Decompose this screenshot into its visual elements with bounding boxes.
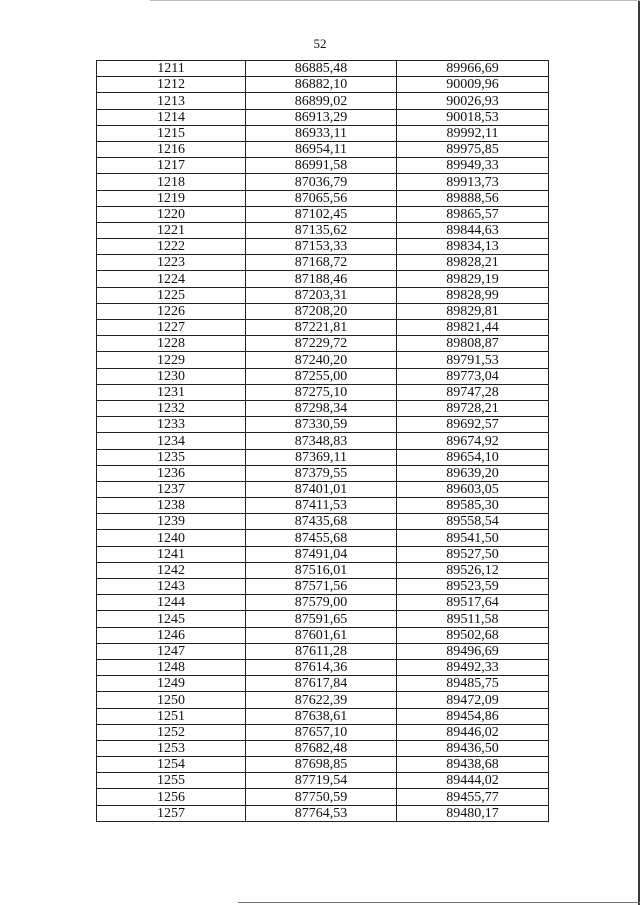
x-coordinate-cell: 87330,59 [246,417,397,433]
table-row [97,465,549,481]
table-row [97,125,549,141]
table-row [97,659,549,675]
y-coordinate-cell: 89966,69 [397,61,549,77]
table-row [97,433,549,449]
point-number-cell: 1246 [97,627,246,643]
table-row [97,789,549,805]
x-coordinate-cell: 87036,79 [246,174,397,190]
table-row [97,352,549,368]
table-row [97,643,549,659]
point-number-cell: 1212 [97,77,246,93]
coordinates-table [96,60,549,822]
point-number-cell: 1242 [97,562,246,578]
x-coordinate-cell: 87516,01 [246,562,397,578]
y-coordinate-cell: 89829,19 [397,271,549,287]
table-row [97,514,549,530]
table-row [97,481,549,497]
x-coordinate-cell: 87348,83 [246,433,397,449]
y-coordinate-cell: 89791,53 [397,352,549,368]
y-coordinate-cell: 89480,17 [397,805,549,821]
table-row [97,384,549,400]
y-coordinate-cell: 89674,92 [397,433,549,449]
x-coordinate-cell: 87638,61 [246,708,397,724]
point-number-cell: 1226 [97,303,246,319]
x-coordinate-cell: 87698,85 [246,757,397,773]
point-number-cell: 1235 [97,449,246,465]
table-row [97,222,549,238]
x-coordinate-cell: 87719,54 [246,773,397,789]
point-number-cell: 1220 [97,206,246,222]
point-number-cell: 1244 [97,595,246,611]
point-number-cell: 1241 [97,546,246,562]
table-row [97,805,549,821]
x-coordinate-cell: 86882,10 [246,77,397,93]
x-coordinate-cell: 87682,48 [246,740,397,756]
y-coordinate-cell: 89585,30 [397,498,549,514]
y-coordinate-cell: 89526,12 [397,562,549,578]
x-coordinate-cell: 87255,00 [246,368,397,384]
y-coordinate-cell: 89558,54 [397,514,549,530]
y-coordinate-cell: 89527,50 [397,546,549,562]
y-coordinate-cell: 89828,99 [397,287,549,303]
point-number-cell: 1231 [97,384,246,400]
point-number-cell: 1218 [97,174,246,190]
y-coordinate-cell: 89603,05 [397,481,549,497]
table-row [97,109,549,125]
x-coordinate-cell: 87168,72 [246,255,397,271]
point-number-cell: 1254 [97,757,246,773]
x-coordinate-cell: 86899,02 [246,93,397,109]
y-coordinate-cell: 89454,86 [397,708,549,724]
x-coordinate-cell: 87455,68 [246,530,397,546]
y-coordinate-cell: 89455,77 [397,789,549,805]
table-row [97,190,549,206]
y-coordinate-cell: 89692,57 [397,417,549,433]
y-coordinate-cell: 89523,59 [397,579,549,595]
point-number-cell: 1239 [97,514,246,530]
coordinates-table-body [97,61,549,822]
table-row [97,708,549,724]
table-row [97,320,549,336]
point-number-cell: 1249 [97,676,246,692]
x-coordinate-cell: 87208,20 [246,303,397,319]
y-coordinate-cell: 89517,64 [397,595,549,611]
scan-edge-bottom [238,902,640,903]
point-number-cell: 1243 [97,579,246,595]
table-row [97,449,549,465]
point-number-cell: 1256 [97,789,246,805]
page-number: 52 [313,36,327,51]
table-row [97,141,549,157]
table-row [97,206,549,222]
x-coordinate-cell: 87240,20 [246,352,397,368]
y-coordinate-cell: 89865,57 [397,206,549,222]
point-number-cell: 1225 [97,287,246,303]
table-row [97,773,549,789]
y-coordinate-cell: 89992,11 [397,125,549,141]
x-coordinate-cell: 86991,58 [246,158,397,174]
x-coordinate-cell: 87435,68 [246,514,397,530]
x-coordinate-cell: 87369,11 [246,449,397,465]
y-coordinate-cell: 89436,50 [397,740,549,756]
table-row [97,757,549,773]
y-coordinate-cell: 89728,21 [397,400,549,416]
point-number-cell: 1228 [97,336,246,352]
x-coordinate-cell: 86954,11 [246,141,397,157]
x-coordinate-cell: 87298,34 [246,400,397,416]
x-coordinate-cell: 87135,62 [246,222,397,238]
point-number-cell: 1219 [97,190,246,206]
y-coordinate-cell: 89834,13 [397,239,549,255]
point-number-cell: 1232 [97,400,246,416]
point-number-cell: 1252 [97,724,246,740]
x-coordinate-cell: 86885,48 [246,61,397,77]
x-coordinate-cell: 87750,59 [246,789,397,805]
y-coordinate-cell: 89773,04 [397,368,549,384]
x-coordinate-cell: 87591,65 [246,611,397,627]
y-coordinate-cell: 89446,02 [397,724,549,740]
table-row [97,287,549,303]
x-coordinate-cell: 87275,10 [246,384,397,400]
x-coordinate-cell: 87203,31 [246,287,397,303]
point-number-cell: 1237 [97,481,246,497]
point-number-cell: 1253 [97,740,246,756]
point-number-cell: 1214 [97,109,246,125]
table-row [97,400,549,416]
point-number-cell: 1221 [97,222,246,238]
y-coordinate-cell: 89949,33 [397,158,549,174]
x-coordinate-cell: 87102,45 [246,206,397,222]
table-row [97,498,549,514]
x-coordinate-cell: 87491,04 [246,546,397,562]
point-number-cell: 1257 [97,805,246,821]
y-coordinate-cell: 89808,87 [397,336,549,352]
x-coordinate-cell: 87153,33 [246,239,397,255]
y-coordinate-cell: 89747,28 [397,384,549,400]
table-row [97,158,549,174]
table-row [97,174,549,190]
y-coordinate-cell: 89541,50 [397,530,549,546]
point-number-cell: 1216 [97,141,246,157]
point-number-cell: 1217 [97,158,246,174]
y-coordinate-cell: 89829,81 [397,303,549,319]
x-coordinate-cell: 87379,55 [246,465,397,481]
table-row [97,61,549,77]
y-coordinate-cell: 89492,33 [397,659,549,675]
point-number-cell: 1227 [97,320,246,336]
point-number-cell: 1251 [97,708,246,724]
point-number-cell: 1222 [97,239,246,255]
point-number-cell: 1245 [97,611,246,627]
x-coordinate-cell: 87229,72 [246,336,397,352]
table-row [97,692,549,708]
table-row [97,627,549,643]
table-row [97,77,549,93]
point-number-cell: 1233 [97,417,246,433]
y-coordinate-cell: 89828,21 [397,255,549,271]
point-number-cell: 1230 [97,368,246,384]
point-number-cell: 1236 [97,465,246,481]
x-coordinate-cell: 87764,53 [246,805,397,821]
y-coordinate-cell: 89444,02 [397,773,549,789]
point-number-cell: 1234 [97,433,246,449]
table-row [97,530,549,546]
table-row [97,93,549,109]
y-coordinate-cell: 89472,09 [397,692,549,708]
table-row [97,579,549,595]
y-coordinate-cell: 89654,10 [397,449,549,465]
y-coordinate-cell: 89844,63 [397,222,549,238]
y-coordinate-cell: 89485,75 [397,676,549,692]
x-coordinate-cell: 87065,56 [246,190,397,206]
x-coordinate-cell: 87188,46 [246,271,397,287]
x-coordinate-cell: 87411,53 [246,498,397,514]
y-coordinate-cell: 90026,93 [397,93,549,109]
point-number-cell: 1255 [97,773,246,789]
table-row [97,546,549,562]
y-coordinate-cell: 89975,85 [397,141,549,157]
table-row [97,562,549,578]
x-coordinate-cell: 87571,56 [246,579,397,595]
x-coordinate-cell: 87622,39 [246,692,397,708]
table-row [97,724,549,740]
scan-edge-top [150,0,640,1]
table-row [97,239,549,255]
table-row [97,676,549,692]
x-coordinate-cell: 87611,28 [246,643,397,659]
point-number-cell: 1229 [97,352,246,368]
y-coordinate-cell: 90018,53 [397,109,549,125]
x-coordinate-cell: 86913,29 [246,109,397,125]
y-coordinate-cell: 89639,20 [397,465,549,481]
x-coordinate-cell: 87601,61 [246,627,397,643]
y-coordinate-cell: 89496,69 [397,643,549,659]
table-row [97,611,549,627]
table-row [97,255,549,271]
x-coordinate-cell: 87221,81 [246,320,397,336]
y-coordinate-cell: 89511,58 [397,611,549,627]
x-coordinate-cell: 87657,10 [246,724,397,740]
x-coordinate-cell: 87579,00 [246,595,397,611]
point-number-cell: 1240 [97,530,246,546]
point-number-cell: 1248 [97,659,246,675]
point-number-cell: 1223 [97,255,246,271]
table-row [97,740,549,756]
x-coordinate-cell: 87614,36 [246,659,397,675]
y-coordinate-cell: 89888,56 [397,190,549,206]
y-coordinate-cell: 89821,44 [397,320,549,336]
point-number-cell: 1215 [97,125,246,141]
x-coordinate-cell: 87401,01 [246,481,397,497]
table-row [97,336,549,352]
table-row [97,271,549,287]
table-row [97,368,549,384]
point-number-cell: 1247 [97,643,246,659]
point-number-cell: 1213 [97,93,246,109]
point-number-cell: 1224 [97,271,246,287]
point-number-cell: 1250 [97,692,246,708]
y-coordinate-cell: 89438,68 [397,757,549,773]
table-row [97,595,549,611]
y-coordinate-cell: 90009,96 [397,77,549,93]
point-number-cell: 1211 [97,61,246,77]
point-number-cell: 1238 [97,498,246,514]
x-coordinate-cell: 87617,84 [246,676,397,692]
table-row [97,303,549,319]
y-coordinate-cell: 89502,68 [397,627,549,643]
x-coordinate-cell: 86933,11 [246,125,397,141]
table-row [97,417,549,433]
y-coordinate-cell: 89913,73 [397,174,549,190]
